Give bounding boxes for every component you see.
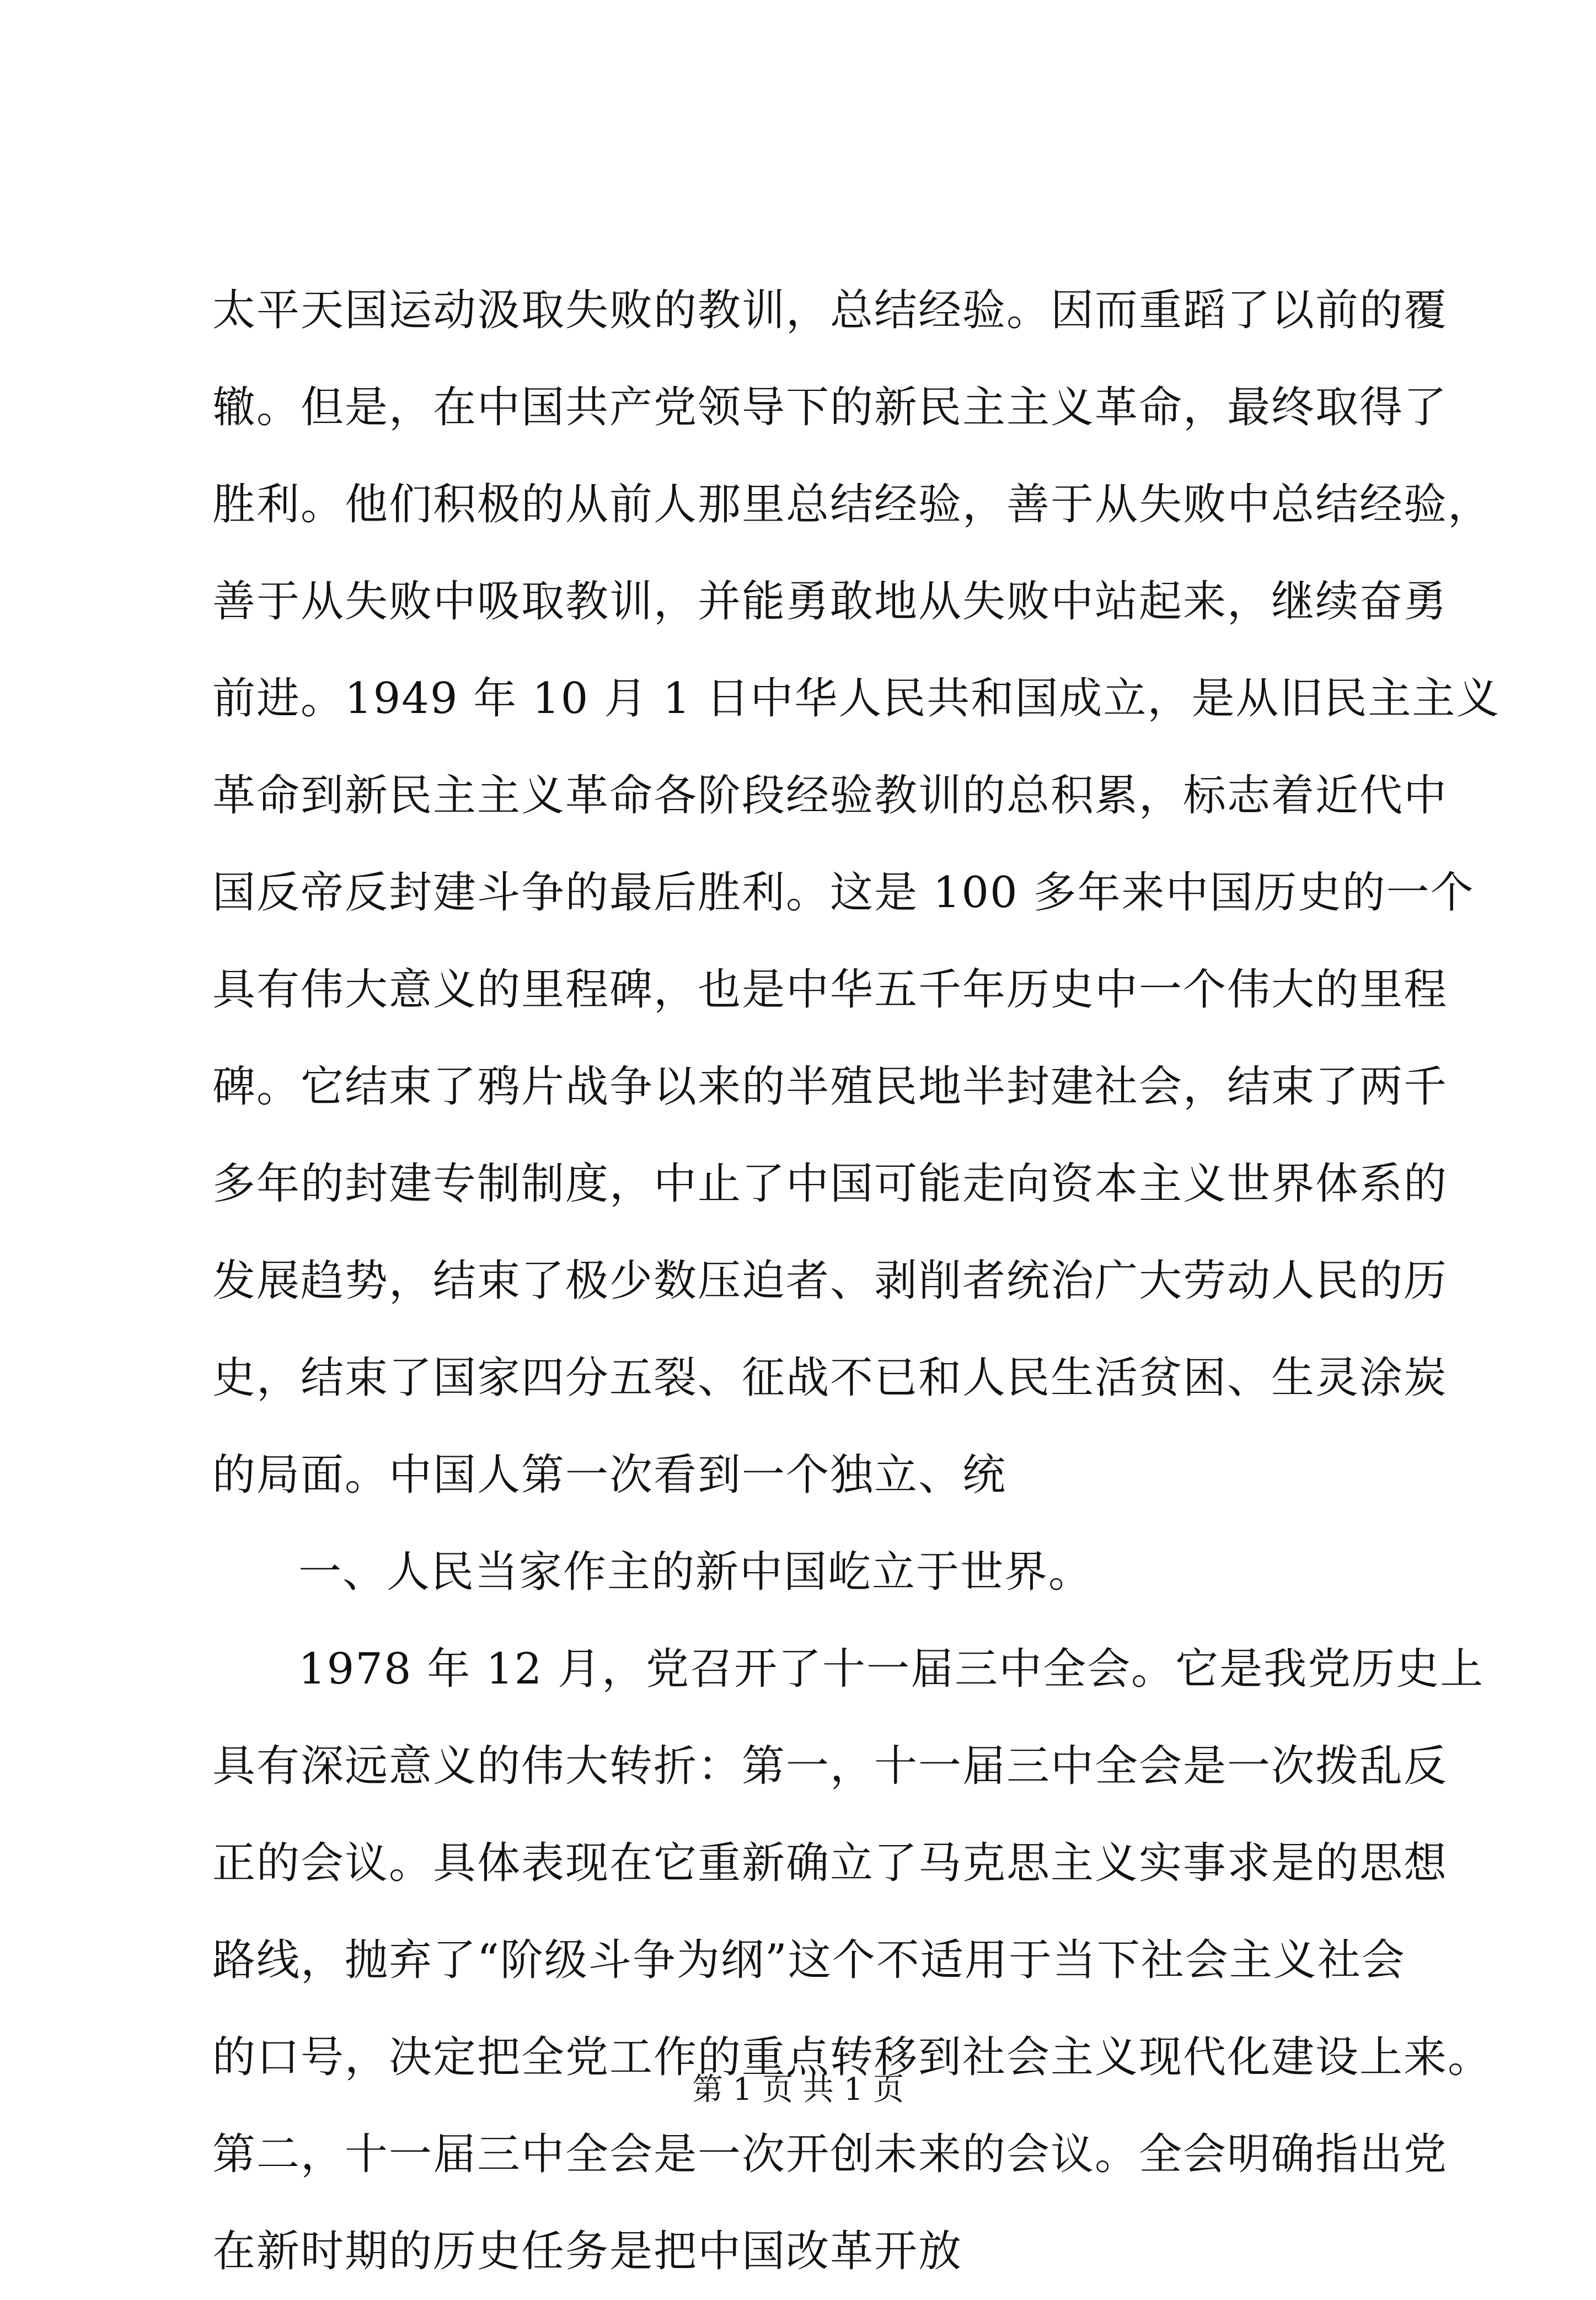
text-line: 具有深远意义的伟大转折：第一，十一届三中全会是一次拨乱反 [212, 1741, 1448, 1791]
text-line: 具有伟大意义的里程碑，也是中华五千年历史中一个伟大的里程 [212, 965, 1448, 1015]
text-line: 第二，十一届三中全会是一次开创未来的会议。全会明确指出党 [212, 2130, 1448, 2179]
page-number-footer: 第 1 页 共 1 页 [692, 2072, 904, 2108]
text-line: 碑。它结束了鸦片战争以来的半殖民地半封建社会，结束了两千 [212, 1062, 1448, 1112]
text-line: 在新时期的历史任务是把中国改革开放 [212, 2227, 963, 2276]
paragraph-first-line: 1978 年 12 月，党召开了十一届三中全会。它是我党历史上 [298, 1644, 1485, 1694]
text-line: 路线，抛弃了“阶级斗争为纲”这个不适用于当下社会主义社会 [212, 1936, 1406, 1985]
text-line: 革命到新民主主义革命各阶段经验教训的总积累，标志着近代中 [212, 771, 1448, 821]
text-line: 胜利。他们积极的从前人那里总结经验，善于从失败中总结经验， [212, 480, 1492, 529]
text-line: 发展趋势，结束了极少数压迫者、剥削者统治广大劳动人民的历 [212, 1256, 1448, 1306]
text-line: 太平天国运动汲取失败的教训，总结经验。因而重蹈了以前的覆 [212, 286, 1448, 335]
text-line: 前进。1949 年 10 月 1 日中华人民共和国成立，是从旧民主主义 [212, 674, 1501, 723]
text-line: 史，结束了国家四分五裂、征战不已和人民生活贫困、生灵涂炭 [212, 1353, 1448, 1403]
text-line: 的口号，决定把全党工作的重点转移到社会主义现代化建设上来。 [212, 2033, 1492, 2082]
text-line: 善于从失败中吸取教训，并能勇敢地从失败中站起来，继续奋勇 [212, 577, 1448, 626]
paragraph-first-line: 一、人民当家作主的新中国屹立于世界。 [298, 1547, 1093, 1597]
text-line: 辙。但是，在中国共产党领导下的新民主主义革命，最终取得了 [212, 383, 1448, 432]
text-line: 正的会议。具体表现在它重新确立了马克思主义实事求是的思想 [212, 1838, 1448, 1888]
text-line: 的局面。中国人第一次看到一个独立、统 [212, 1450, 1007, 1500]
document-body [212, 262, 1501, 2300]
text-line: 多年的封建专制制度，中止了中国可能走向资本主义世界体系的 [212, 1159, 1448, 1209]
text-line: 国反帝反封建斗争的最后胜利。这是 100 多年来中国历史的一个 [212, 868, 1475, 918]
